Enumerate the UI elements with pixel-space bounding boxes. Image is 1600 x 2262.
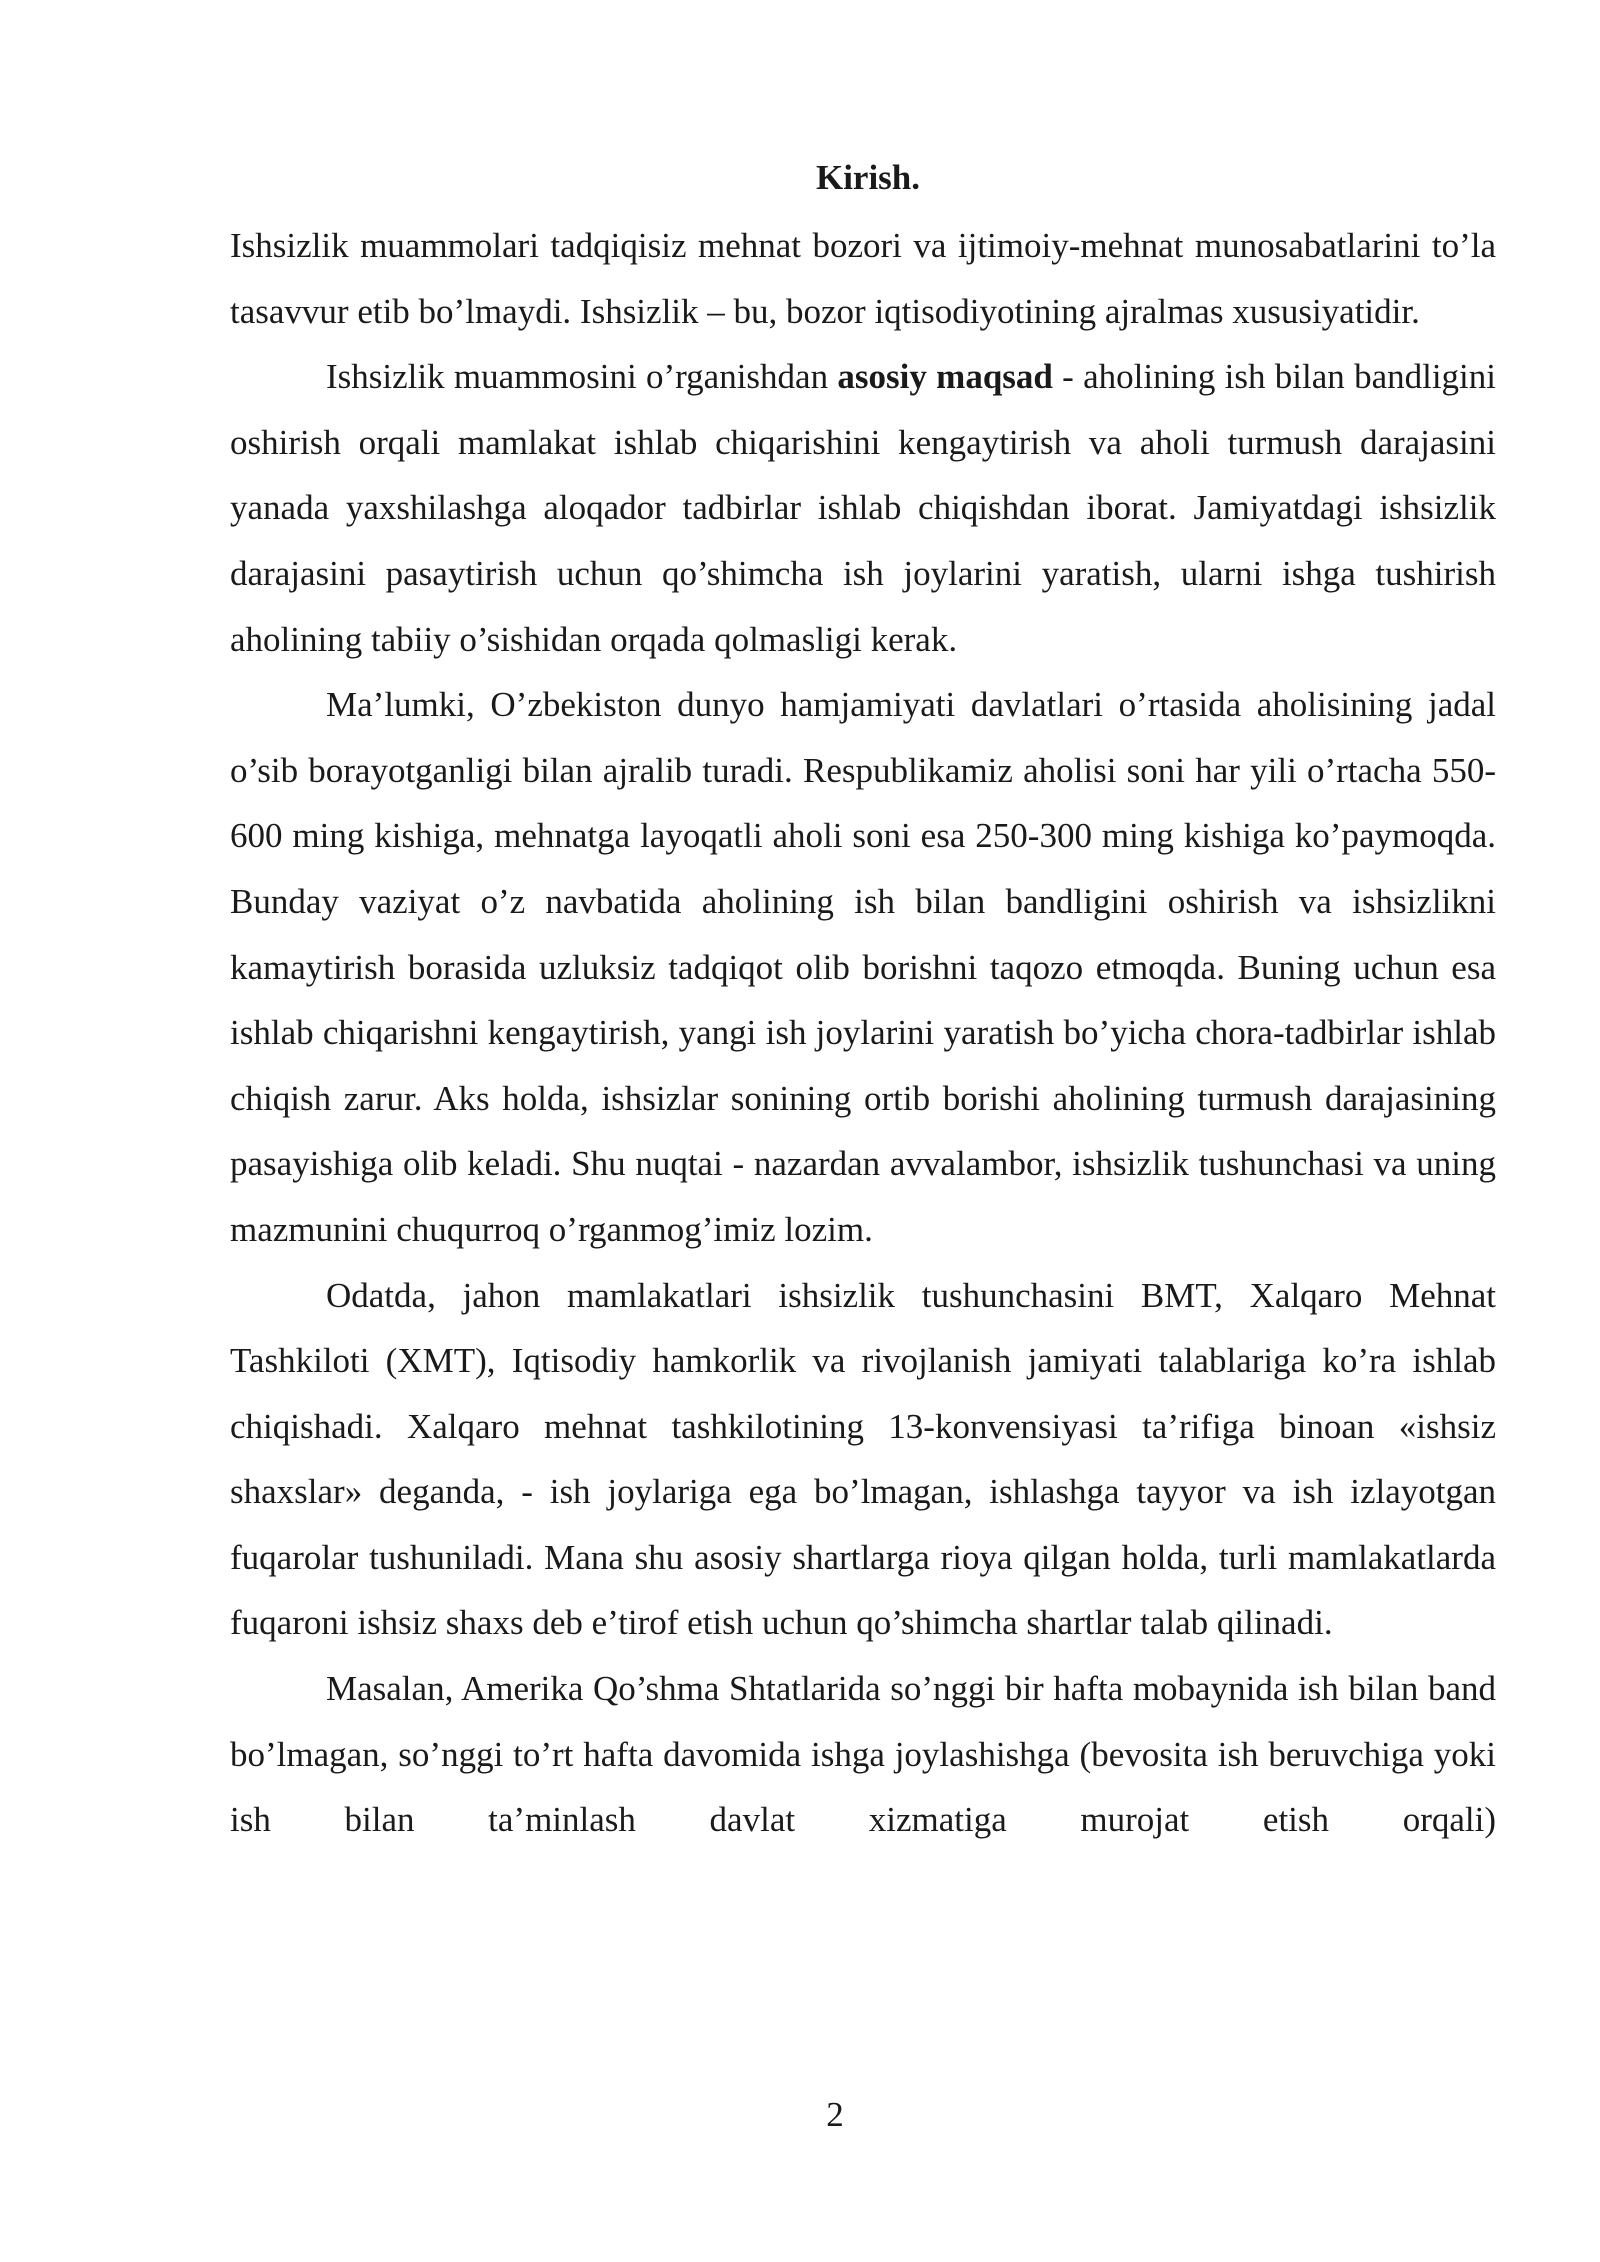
paragraph-uzbekistan: Ma’lumki, O’zbekiston dunyo hamjamiyati davlatlari o’rtasida aholisining jadal o’sib borayotganligi bilan ajralib turadi. Respublikamiz aholisi soni har yili o’rtacha 550-600 ming kishiga, mehnatga layoqatli aholi soni esa 250-300 ming kishiga ko’paymoqda. Bunday vaziyat o’z navbatida aholining ish bilan bandligini oshirish va ishsizlikni kamaytirish borasida uzluksiz tadqiqot olib borishni taqozo etmoqda. Buning uchun esa ishlab chiqarishni kengaytirish, yangi ish joylarini yaratish bo’yicha chora-tadbirlar ishlab chiqish zarur. Aks holda, ishsizlar sonining ortib borishi aholining turmush darajasining pasayishiga olib keladi. Shu nuqtai - nazardan avvalambor, ishsizlik tushunchasi va uning mazmunini chuqurroq o’rganmog’imiz lozim. <box>230 685 1496 1249</box>
section-title: Kirish. <box>815 158 921 197</box>
document-page <box>230 150 1496 1853</box>
bold-phrase-main-goal: asosiy maqsad <box>837 357 1053 397</box>
paragraph-main-goal <box>230 344 1496 672</box>
paragraph-main-goal-lead: Ishsizlik muammosini o’rganishdan <box>326 357 838 397</box>
paragraph-main-goal-rest: - aholining ish bilan bandligini oshirish orqali mamlakat ishlab chiqarishini kengaytirish va aholi turmush darajasini yanada yaxshilashga aloqador tadbirlar ishlab chiqishdan iborat. Jamiyatdagi ishsizlik darajasini pasaytirish uchun qo’shimcha ish joylarini yaratish, ularni ishga tushirish aholining tabiiy o’sishidan orqada qolmasligi kerak. <box>230 357 1497 659</box>
paragraph-intro: Ishsizlik muammolari tadqiqisiz mehnat bozori va ijtimoiy-mehnat munosabatlarini to’la tasavvur etib bo’lmaydi. Ishsizlik – bu, bozor iqtisodiyotining ajralmas xususiyatidir. <box>230 226 1496 331</box>
paragraph-usa-example: Masalan, Amerika Qo’shma Shtatlarida so’nggi bir hafta mobaynida ish bilan band bo’lmagan, so’nggi to’rt hafta davomida ishga joylashishga (bevosita ish beruvchiga yoki ish bilan ta’minlash davlat xizmatiga murojat etish orqali) <box>230 1669 1496 1840</box>
paragraph-definitions: Odatda, jahon mamlakatlari ishsizlik tushunchasini BMT, Xalqaro Mehnat Tashkiloti (XMT), Iqtisodiy hamkorlik va rivojlanish jamiyati talablariga ko’ra ishlab chiqishadi. Xalqaro mehnat tashkilotining 13-konvensiyasi ta’rifiga binoan «ishsiz shaxslar» deganda, - ish joylariga ega bo’lmagan, ishlashga tayyor va ish izlayotgan fuqarolar tushuniladi. Mana shu asosiy shartlarga rioya qilgan holda, turli mamlakatlarda fuqaroni ishsiz shaxs deb e’tirof etish uchun qo’shimcha shartlar talab qilinadi. <box>230 1275 1496 1643</box>
page-number: 2 <box>826 2095 844 2134</box>
